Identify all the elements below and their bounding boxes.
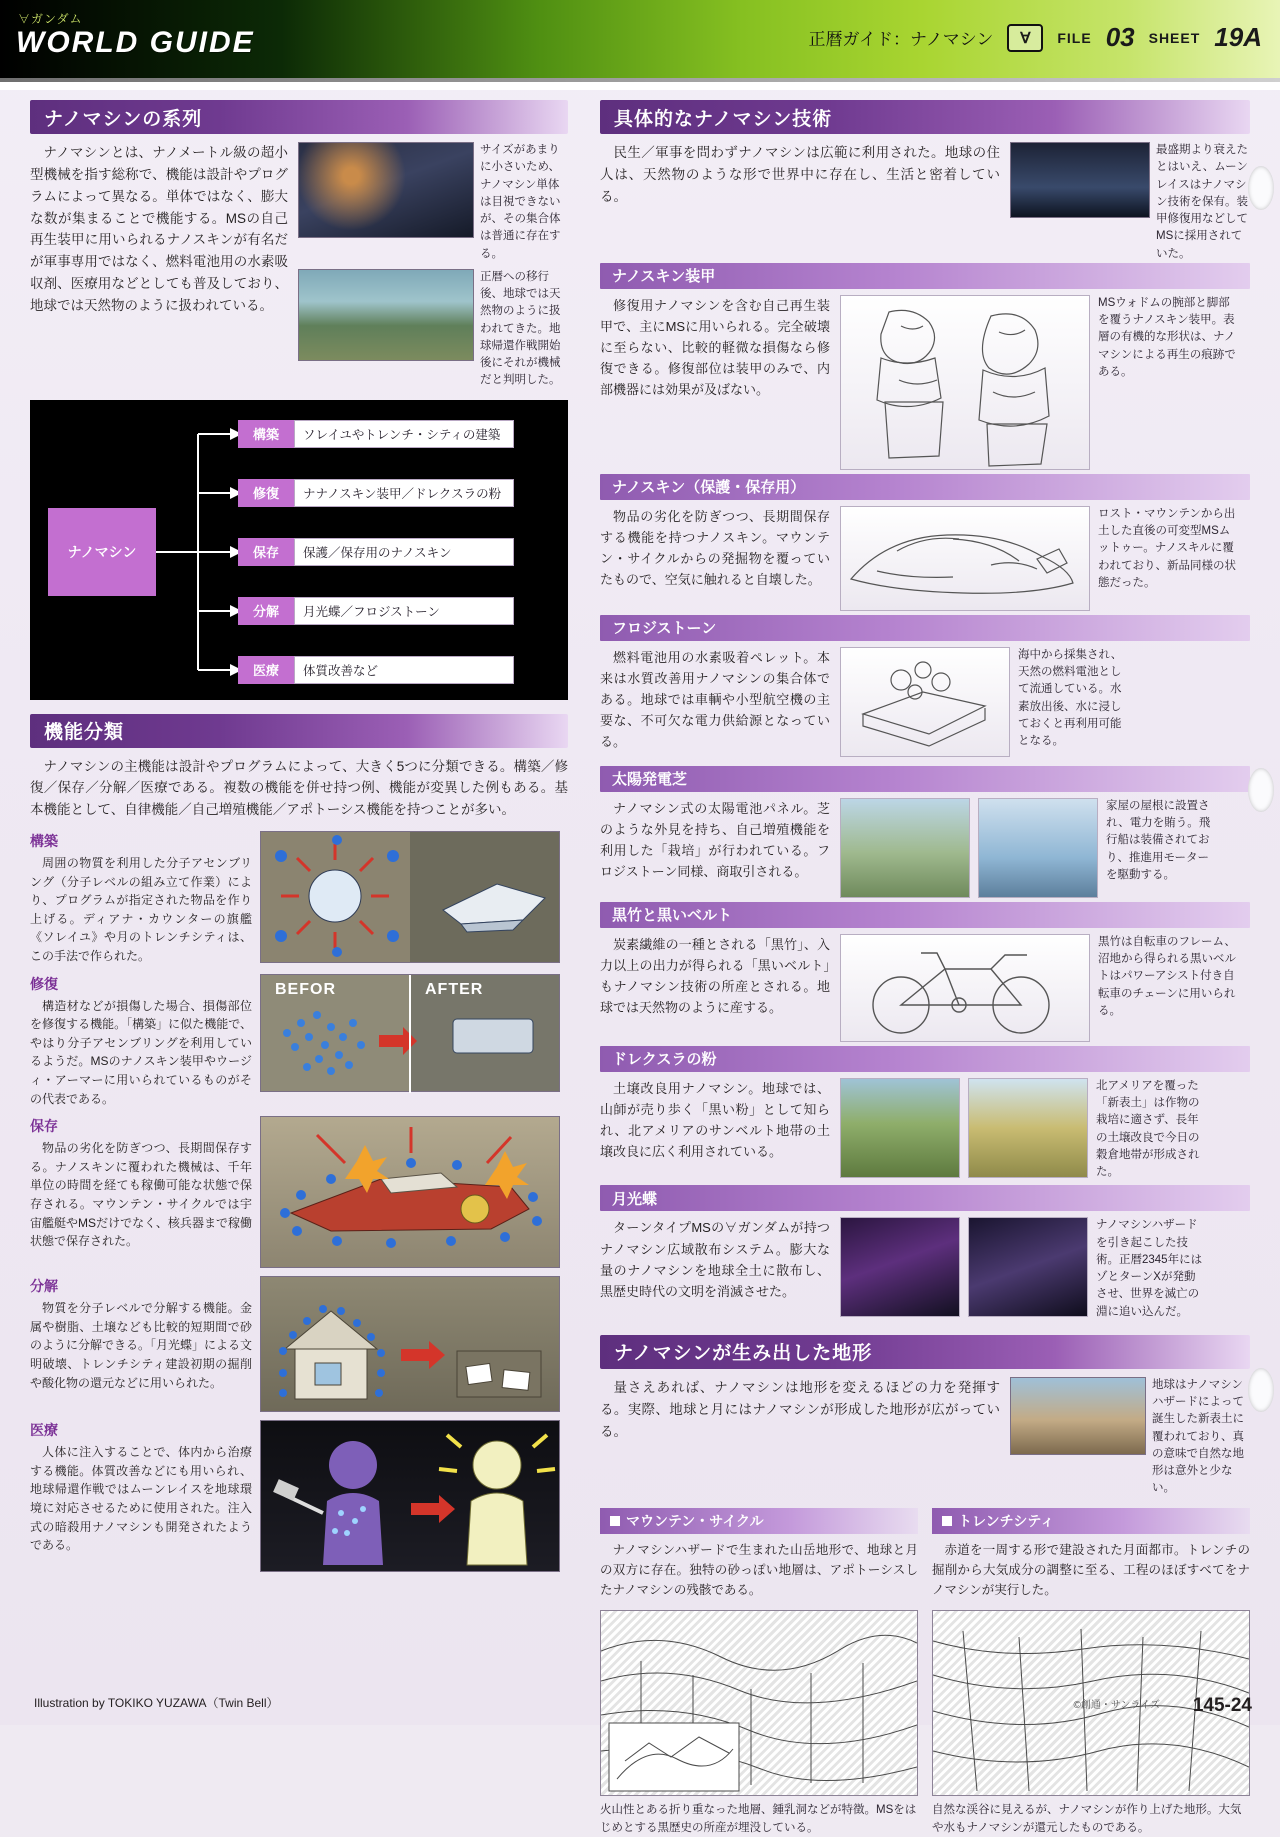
tech-item-drexler-powder — [600, 1046, 1250, 1182]
diagram-branch-tag: 分解 — [238, 597, 294, 625]
function-desc: 構造材などが損傷した場合、損傷部位を修復する機能。「構築」に似た機能で、やはり分子アセンブリングを利用しているようだ。MSのナノスキン装甲やウージィ・アーマーに用いられているものがその代表である。 — [30, 998, 252, 1106]
tech-item-text — [600, 647, 830, 762]
function-desc: 物質を分子レベルで分解する機能。金属や樹脂、土壌なども比較的短期間で砂のように分解できる。「月光蝶」による文明破壊、トレンチシティ建設初期の掘削や酸化物の還元などに用いられた。 — [30, 1301, 253, 1390]
terrain-column-trench-city — [932, 1508, 1250, 1837]
tech-item-nanoskin-armor — [600, 263, 1250, 470]
section-heading-functions — [30, 714, 568, 748]
solar-grass-house-image — [840, 798, 970, 898]
tech-item-art — [840, 934, 1250, 1042]
moonlight-butterfly-image-2 — [968, 1217, 1088, 1317]
diagram-branch-bunkai — [238, 597, 514, 625]
diagram-branch-tag: 構築 — [238, 420, 294, 448]
tech-item-art — [840, 1217, 1250, 1321]
page-title: WORLD GUIDE — [16, 26, 255, 59]
figure-caption-1 — [480, 142, 566, 263]
page-hole-1 — [1248, 166, 1274, 210]
section-heading-lineage-label: ナノマシンの系列 — [44, 108, 203, 130]
preserve-ship-icon — [261, 1117, 559, 1267]
tech-item-black-bamboo — [600, 902, 1250, 1042]
file-number: 03 — [1105, 22, 1135, 52]
terrain-intro-figure — [1010, 1377, 1250, 1498]
terrain-intro-body: 量さえあれば、ナノマシンは地形を変えるほどの力を発揮する。実際、地球と月にはナノマシンが形成した地形が広がっている。 — [600, 1379, 1000, 1439]
tech-item-title: 太陽発電芝 — [612, 771, 688, 789]
terrain-sub-title: トレンチシティ — [958, 1512, 1055, 1529]
tech-item-art — [840, 647, 1250, 762]
diagram-branch-hozon — [238, 538, 514, 566]
function-item-shufuku — [30, 974, 568, 1109]
page-number: 145-24 — [1192, 1695, 1252, 1716]
diagram-branch-tag: 保存 — [238, 538, 294, 566]
section-heading-terrain — [600, 1335, 1250, 1369]
tech-item-text — [600, 1217, 830, 1321]
figure-landscape-image — [298, 269, 474, 361]
function-desc: 周囲の物質を利用した分子アセンブリング（分子レベルの組み立て作業）により、プログラムが指定された物品を作り上げる。ディアナ・カウンターの旗艦《ソレイユ》や月のトレンチシティは、この手法で作られた。 — [30, 856, 252, 964]
terrain-column-mountain-cycle — [600, 1508, 918, 1837]
page-hole-3 — [1248, 1368, 1274, 1412]
tech-item-caption: ロスト・マウンテンから出土した直後の可変型MSムットゥー。ナノスキルに覆われており、新品同様の状態だった。 — [1098, 507, 1236, 589]
section-heading-tech-label: 具体的なナノマシン技術 — [614, 108, 833, 130]
tech-item-row — [600, 295, 1250, 470]
diagram-branch-value: 保護／保存用のナノスキン — [294, 538, 514, 566]
function-item-hozon — [30, 1116, 568, 1268]
figure-landscape — [298, 269, 474, 390]
function-item-bunkai — [30, 1276, 568, 1412]
tech-item-caption: ナノマシンハザードを引き起こした技術。正暦2345年にはゾとターンXが発動させ、世界を滅亡の淵に追い込んだ。 — [1096, 1219, 1203, 1318]
tech-item-caption: 北アメリアを覆った「新表土」は作物の栽培に適さず、長年の土壌改良で今日の穀倉地帯が形成された。 — [1096, 1079, 1200, 1179]
section-heading-functions-label: 機能分類 — [44, 722, 125, 743]
tech-item-body: ナノマシン式の太陽電池パネル。芝のような外見を持ち、自己増殖機能を利用した「栽培」が行われている。フロジストーン同様、商取引される。 — [600, 800, 830, 880]
function-text — [30, 1276, 252, 1412]
figure-row-1 — [298, 142, 566, 263]
diagram-branch-iryo — [238, 656, 514, 684]
tech-intro-caption: 最盛期より衰えたとはいえ、ムーンレイスはナノマシン技術を保有。装甲修復用などしてMSに採用されていた。 — [1156, 144, 1248, 260]
tech-item-title: 月光蝶 — [612, 1190, 658, 1208]
tech-item-body: 燃料電池用の水素吸着ペレット。本来は水質改善用ナノマシンの集合体である。地球では車輌や小型航空機の主要な、不可欠な電力供給源となっている。 — [600, 649, 830, 749]
bicycle-lineart-icon — [841, 935, 1089, 1041]
function-desc: 物品の劣化を防ぎつつ、長期間保存する。ナノスキンに覆われた機械は、千年単位の時間を経ても稼働可能な状態で保存される。マウンテン・サイクルでは宇宙艦艇やMSだけでなく、核兵器まで稼働状態で保存された。 — [30, 1141, 252, 1249]
terrain-sub-body: ナノマシンハザードで生まれた山岳地形で、地球と月の双方に存在。独特の砂っぽい地層は、アポトーシスしたナノマシンの残骸である。 — [600, 1542, 918, 1598]
terrain-intro-caption: 地球はナノマシンハザードによって誕生した新表土に覆われており、真の意味で自然な地形は意外と少ない。 — [1152, 1378, 1244, 1495]
tech-item-row — [600, 934, 1250, 1042]
variable-ms-lineart-icon — [841, 507, 1089, 610]
series-logo: ∀ガンダム — [18, 12, 83, 26]
function-illustration-decompose — [260, 1276, 560, 1412]
function-desc: 人体に注入することで、体内から治療する機能。体質改善などにも用いられ、地球帰還作戦ではムーンレイスを地球環境に対応させるために使用された。注入式の暗殺用ナノマシンも開発されたようである。 — [30, 1445, 252, 1553]
tech-item-title: ナノスキン（保護・保存用） — [612, 479, 806, 497]
diagram-branch-tag: 修復 — [238, 479, 294, 507]
figure-caption-2-text: 正暦への移行後、地球では天然物のように扱われてきた。地球帰還作戦開始後にそれが機械だと判明した。 — [480, 270, 561, 387]
diagram-branch-shufuku — [238, 479, 514, 507]
phlogiston-pellets-icon — [841, 648, 1009, 756]
file-label: FILE — [1057, 29, 1092, 46]
tech-item-caption: 家屋の屋根に設置され、電力を賄う。飛行船は装備されており、推進用モーターを駆動する。 — [1106, 799, 1211, 881]
bicycle-illustration — [840, 934, 1090, 1042]
tech-item-heading — [600, 766, 1250, 792]
page-header — [0, 0, 1280, 90]
lineage-intro — [30, 142, 568, 390]
tech-item-body: 炭素繊維の一種とされる「黒竹」、入力以上の出力が得られる「黒いベルト」もナノマシン技術の所産とされる。地球では天然物のように産する。 — [600, 936, 830, 1016]
lineage-figures — [298, 142, 566, 390]
function-item-kochiku — [30, 831, 568, 966]
powder-field-image — [840, 1078, 960, 1178]
guide-label: 正暦ガイド：ナノマシン — [808, 30, 994, 49]
tech-item-heading — [600, 615, 1250, 641]
tech-item-body: ターンタイプMSの∀ガンダムが持つナノマシン広域散布システム。膨大な量のナノマシンを地球全土に散布し、黒歴史時代の文明を消滅させた。 — [600, 1220, 830, 1299]
tech-item-heading — [600, 902, 1250, 928]
tech-item-caption: 海中から採集され、天然の燃料電池として流通している。水素放出後、水に浸しておくと再利用可能となる。 — [1018, 648, 1123, 747]
terrain-intro — [600, 1377, 1250, 1498]
terrain-sub-caption: 自然な渓谷に見えるが、ナノマシンが作り上げた地形。大気や水もナノマシンが還元したものである。 — [932, 1804, 1242, 1834]
tech-item-body: 修復用ナノマシンを含む自己再生装甲で、主にMSに用いられる。完全破壊に至らない、比較的軽微な損傷なら修復できる。修復部位は装甲のみで、内部機器には効果が及ばない。 — [600, 297, 830, 397]
bullet-square-icon — [610, 1516, 620, 1526]
terrain-intro-text — [600, 1377, 1000, 1498]
left-column — [30, 100, 568, 1580]
figure-row-2 — [298, 269, 566, 390]
section-heading-lineage — [30, 100, 568, 134]
tech-item-body: 土壌改良用ナノマシン。地球では、山師が売り歩く「黒い粉」として知られ、北アメリアのサンベルト地帯の土壌改良に広く利用されている。 — [600, 1080, 830, 1160]
terrain-intro-image — [1010, 1377, 1146, 1455]
section-heading-terrain-label: ナノマシンが生み出した地形 — [614, 1343, 873, 1365]
tech-item-text — [600, 295, 830, 470]
function-text — [30, 831, 252, 966]
figure-nanomachine-cluster — [298, 142, 474, 263]
tech-item-art — [840, 1078, 1250, 1182]
tech-item-text — [600, 934, 830, 1042]
tech-item-heading — [600, 474, 1250, 500]
right-column — [600, 100, 1250, 1837]
diagram-branch-tag: 医療 — [238, 656, 294, 684]
terrain-columns — [600, 1508, 1250, 1837]
tech-intro-image — [1010, 142, 1150, 218]
function-title: 構築 — [30, 833, 58, 850]
header-meta — [808, 22, 1262, 53]
tech-item-heading — [600, 1046, 1250, 1072]
nanoskin-armor-illustration — [840, 295, 1090, 470]
powder-farmer-image — [968, 1078, 1088, 1178]
solar-grass-airship-image — [978, 798, 1098, 898]
tech-item-art — [840, 798, 1250, 898]
medical-patient-icon — [261, 1421, 559, 1571]
function-illustration-repair — [260, 974, 560, 1092]
function-illustration-assembly — [260, 831, 560, 963]
function-text — [30, 1116, 252, 1268]
function-title: 分解 — [30, 1278, 58, 1295]
moonlight-butterfly-image-1 — [840, 1217, 960, 1317]
tech-item-nanoskin-preserve — [600, 474, 1250, 611]
function-text — [30, 974, 252, 1109]
terrain-sub-caption: 火山性とある折り重なった地層、鍾乳洞などが特徴。MSをはじめとする黒歴史の所産が埋没している。 — [600, 1804, 917, 1834]
phlogiston-illustration — [840, 647, 1010, 757]
tech-intro-body: 民生／軍事を問わずナノマシンは広範に利用された。地球の住人は、天然物のような形で世界中に存在し、生活と密着している。 — [600, 145, 1000, 204]
figure-caption-2 — [480, 269, 566, 390]
illustration-credit: Illustration by TOKIKO YUZAWA（Twin Bell） — [34, 1696, 279, 1710]
function-title: 修復 — [30, 975, 58, 992]
function-title: 保存 — [30, 1118, 58, 1135]
diagram-root-node: ナノマシン — [48, 508, 156, 596]
tech-item-caption: 黒竹は自転車のフレーム、沼地から得られる黒いベルトはパワーアシスト付き自転車のチェーンに用いられる。 — [1098, 935, 1236, 1017]
page-footer — [0, 1679, 1280, 1725]
lineage-diagram — [30, 400, 568, 700]
tech-item-art — [840, 506, 1250, 611]
bullet-square-icon — [942, 1516, 952, 1526]
section-heading-tech — [600, 100, 1250, 134]
tech-item-solar-grass — [600, 766, 1250, 898]
tech-item-row — [600, 506, 1250, 611]
functions-intro-body: ナノマシンの主機能は設計やプログラムによって、大きく5つに分類できる。構築／修復／保存／分解／医療である。複数の機能を併せ持つ例、機能が変異した例もある。基本機能として、自律機能／自己増殖機能／アポトーシス機能を持つことが多い。 — [30, 758, 568, 818]
terrain-sub-body: 赤道を一周する形で建設された月面都市。トレンチの掘削から大気成分の調整に至る、工程のほぼすべてをナノマシンが実行した。 — [932, 1542, 1250, 1598]
function-illustration-preserve — [260, 1116, 560, 1268]
mutu-ms-illustration — [840, 506, 1090, 611]
tech-item-title: ナノスキン装甲 — [612, 268, 716, 286]
lineage-intro-body: ナノマシンとは、ナノメートル級の超小型機械を指す総称で、機能は設計やプログラムによって異なる。単体ではなく、膨大な数が集まることで機能する。MSの自己再生装甲に用いられるナノスキンが有名だが軍事専用ではなく、燃料電池用の水素吸収剤、医療用などとしても普及しており、地球では天然物のように扱われている。 — [30, 145, 288, 314]
function-title: 医療 — [30, 1422, 58, 1439]
terrain-sub-heading — [932, 1508, 1250, 1534]
sheet-label: SHEET — [1148, 29, 1201, 46]
tech-item-text — [600, 506, 830, 611]
tech-item-heading — [600, 263, 1250, 289]
function-text — [30, 1420, 252, 1572]
tech-item-title: ドレクスラの粉 — [612, 1051, 717, 1069]
diagram-branch-value: 月光蝶／フロジストーン — [294, 597, 514, 625]
tech-item-title: 黒竹と黒いベルト — [612, 907, 733, 925]
function-illustration-medical — [260, 1420, 560, 1572]
tech-intro — [600, 142, 1250, 263]
tech-intro-text — [600, 142, 1000, 263]
decompose-house-icon — [261, 1277, 559, 1411]
terrain-sub-heading — [600, 1508, 918, 1534]
ms-limb-lineart-icon — [841, 296, 1089, 469]
assembly-diagram-icon — [261, 832, 559, 962]
tech-intro-figure — [1010, 142, 1250, 263]
tech-item-heading — [600, 1185, 1250, 1211]
figure-nanomachine-cluster-image — [298, 142, 474, 238]
repair-label-before: BEFOR — [275, 980, 336, 998]
repair-divider — [409, 975, 411, 1093]
tech-item-title: フロジストーン — [612, 620, 717, 638]
tech-item-body: 物品の劣化を防ぎつつ、長期間保存する機能を持つナノスキン。マウンテン・サイクルからの発掘物を覆っていたもので、空気に触れると自壊した。 — [600, 508, 830, 587]
tech-item-row — [600, 1078, 1250, 1182]
page-hole-2 — [1248, 768, 1274, 812]
tech-item-art — [840, 295, 1250, 470]
tech-item-row — [600, 1217, 1250, 1321]
tech-item-text — [600, 798, 830, 898]
sheet-number: 19A — [1214, 22, 1262, 52]
tech-item-caption: MSウォドムの腕部と脚部を覆うナノスキン装甲。表層の有機的な形状は、ナノマシンによる再生の痕跡である。 — [1098, 296, 1236, 378]
tech-item-moonlight-butterfly — [600, 1185, 1250, 1321]
turn-a-mark-icon: ∀ — [1007, 24, 1043, 52]
diagram-branch-kochiku — [238, 420, 514, 448]
figure-caption-1-text: サイズがあまりに小さいため、ナノマシン単体は目視できないが、その集合体は普通に存在する。 — [480, 144, 561, 260]
tech-item-text — [600, 1078, 830, 1182]
repair-label-after: AFTER — [425, 980, 484, 998]
tech-item-row — [600, 647, 1250, 762]
tech-item-phlogiston — [600, 615, 1250, 762]
tech-item-row — [600, 798, 1250, 898]
function-item-iryo — [30, 1420, 568, 1572]
header-rule — [0, 78, 1280, 82]
diagram-branch-value: 体質改善など — [294, 656, 514, 684]
copyright: ©創通・サンライズ — [1073, 1700, 1160, 1711]
terrain-sub-title: マウンテン・サイクル — [626, 1512, 764, 1529]
diagram-branch-value: ソレイユやトレンチ・シティの建築 — [294, 420, 514, 448]
lineage-intro-text — [30, 142, 288, 390]
diagram-branch-value: ナナノスキン装甲／ドレクスラの粉 — [294, 479, 514, 507]
